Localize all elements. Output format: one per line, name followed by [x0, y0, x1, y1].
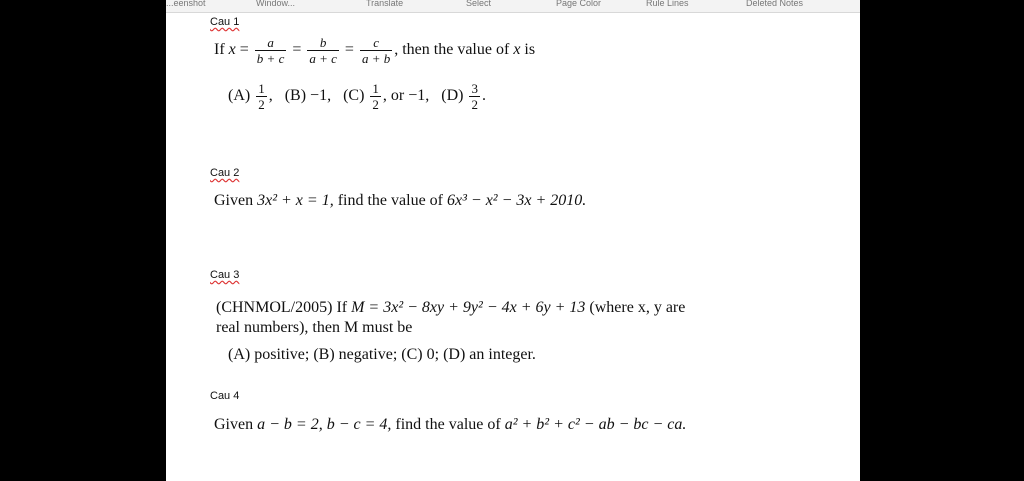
question-4-text [214, 416, 686, 434]
q1-eq-1: = [239, 41, 249, 59]
q1-eq-3: = [344, 41, 354, 59]
q4-expr-1: a − b = 2, b − c = 4, [257, 416, 392, 433]
q1-opt-d-den: 2 [471, 97, 478, 112]
q1-eq-2: = [292, 41, 302, 59]
toolbar-item-translate[interactable]: Translate [366, 0, 404, 8]
question-3-line-1 [216, 299, 685, 317]
q1-frac-2-num: b [319, 35, 327, 50]
q4-find: find the value of [395, 416, 501, 433]
q3-prefix: (CHNMOL/2005) If [216, 299, 348, 316]
question-3-label: Cau 3 [210, 269, 240, 281]
q1-is: is [524, 41, 536, 59]
q3-suffix: (where x, y are [589, 299, 686, 316]
q1-frac-2-den: a + c [309, 51, 337, 66]
q2-find: find the value of [337, 192, 443, 209]
q1-opt-c-den: 2 [372, 97, 379, 112]
toolbar-item-deleted-notes[interactable]: Deleted Notes [746, 0, 804, 8]
q1-opt-c-tail: , or −1, [382, 87, 430, 105]
q1-opt-d: (D) [441, 87, 464, 105]
question-1-stem [214, 35, 535, 66]
question-1-options: (A) $\frac{1}{2}$ , (B) −1, (C) $\frac{1}{2}$ , or −1, (D) $\frac{3}{2}$ . [228, 81, 486, 112]
q1-opt-c-frac [370, 81, 381, 112]
q1-opt-a-den: 2 [258, 97, 265, 112]
q1-opt-d-frac [469, 81, 480, 112]
toolbar-strip [166, 0, 860, 13]
q1-frac-1 [255, 35, 287, 66]
q1-frac-1-num: a [267, 35, 274, 50]
q1-frac-2 [307, 35, 339, 66]
toolbar-item-window[interactable]: Window... [256, 0, 296, 8]
q1-var-x: x [228, 41, 236, 59]
q1-frac-3 [360, 35, 392, 66]
question-1-label: Cau 1 [210, 16, 240, 28]
q1-opt-a-frac [256, 81, 267, 112]
q1-frac-3-den: a + b [361, 51, 391, 66]
note-page[interactable] [166, 13, 860, 481]
q1-frac-1-den: b + c [256, 51, 285, 66]
q1-opt-c: (C) [343, 87, 365, 105]
question-3-options: (A) positive; (B) negative; (C) 0; (D) an integer. [228, 346, 536, 363]
q1-opt-c-num: 1 [372, 81, 379, 96]
q1-opt-d-num: 3 [471, 81, 478, 96]
toolbar-item-rule-lines[interactable]: Rule Lines [646, 0, 689, 8]
toolbar-item-page-color[interactable]: Page Color [556, 0, 602, 8]
q1-frac-3-num: c [373, 35, 379, 50]
q2-expr-2: 6x³ − x² − 3x + 2010. [447, 192, 587, 209]
q1-opt-a: (A) [228, 87, 251, 105]
q1-then: , then the value of [394, 41, 510, 59]
q3-expr: M = 3x² − 8xy + 9y² − 4x + 6y + 13 [351, 299, 586, 316]
q4-given: Given [214, 416, 254, 433]
q1-opt-a-num: 1 [258, 81, 265, 96]
q1-var-x-2: x [513, 41, 521, 59]
q2-given: Given [214, 192, 254, 209]
question-4-label: Cau 4 [210, 390, 240, 402]
q1-opt-b: (B) −1, [284, 87, 332, 105]
toolbar-item-select[interactable]: Select [466, 0, 492, 8]
question-2-text [214, 192, 586, 210]
q4-expr-2: a² + b² + c² − ab − bc − ca. [504, 416, 687, 433]
q1-if: If [214, 41, 225, 59]
question-2-label: Cau 2 [210, 167, 240, 179]
question-3-line-2: real numbers), then M must be [216, 319, 413, 336]
q2-expr-1: 3x² + x = 1, [257, 192, 334, 209]
toolbar-item-screenshot[interactable]: ...eenshot [166, 0, 206, 8]
